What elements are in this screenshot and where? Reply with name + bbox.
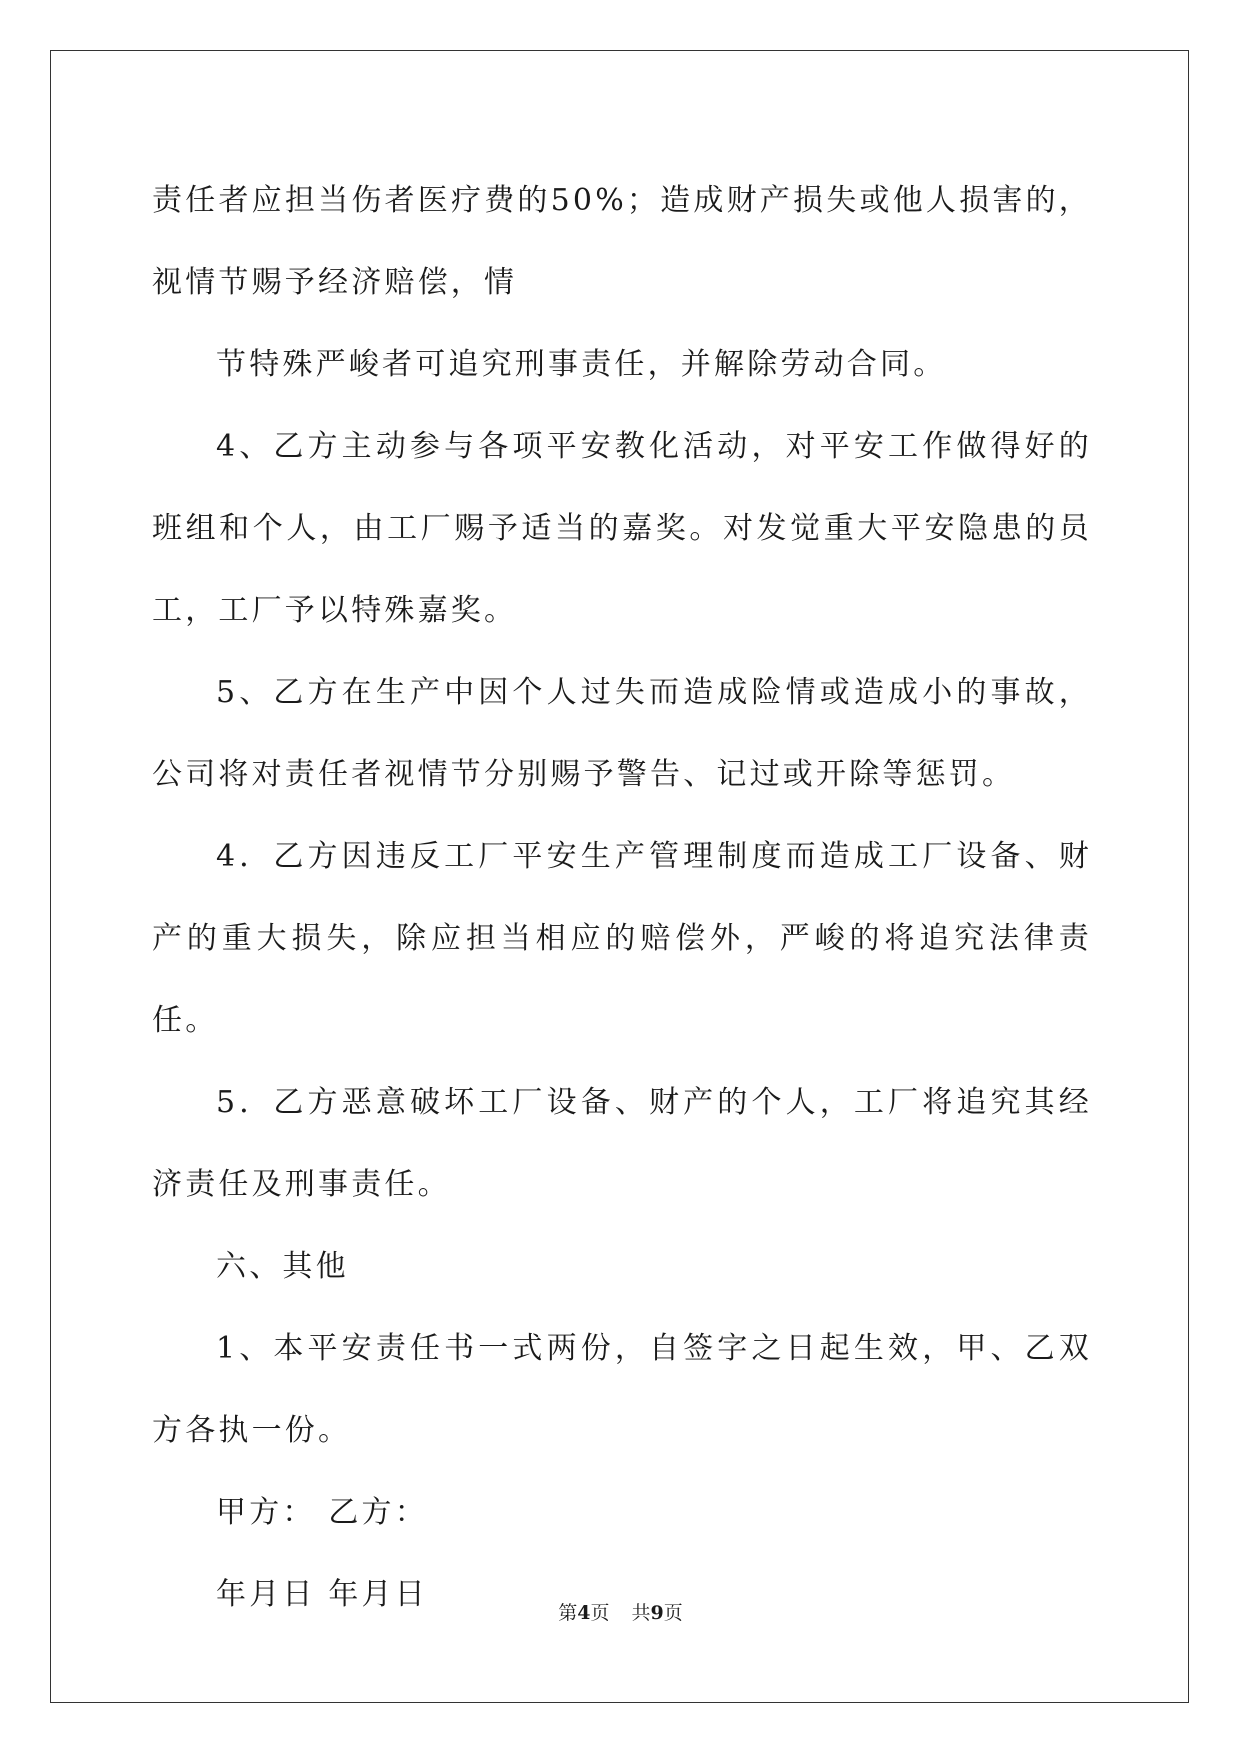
document-body bbox=[152, 160, 1092, 1636]
paragraph-4: 5、乙方在生产中因个人过失而造成险情或造成小的事故，公司将对责任者视情节分别赐予警告、记过或开除等惩罚。 bbox=[152, 675, 1092, 792]
paragraph-3: 4、乙方主动参与各项平安教化活动，对平安工作做得好的班组和个人，由工厂赐予适当的嘉奖。对发觉重大平安隐患的员工，工厂予以特殊嘉奖。 bbox=[152, 429, 1092, 628]
signature-parties: 甲方： 乙方： bbox=[216, 1495, 428, 1530]
footer-total-prefix: 共 bbox=[631, 1602, 651, 1624]
footer-page-suffix: 页 bbox=[590, 1602, 610, 1624]
paragraph-1: 责任者应担当伤者医疗费的50%；造成财产损失或他人损害的，视情节赐予经济赔偿，情 bbox=[152, 183, 1092, 300]
section-heading-other: 六、其他 bbox=[216, 1249, 349, 1284]
paragraph-2: 节特殊严峻者可追究刑事责任，并解除劳动合同。 bbox=[216, 347, 947, 382]
page-footer bbox=[0, 1598, 1241, 1625]
paragraph-5: 4．乙方因违反工厂平安生产管理制度而造成工厂设备、财产的重大损失，除应担当相应的赔偿外，严峻的将追究法律责任。 bbox=[152, 839, 1092, 1038]
footer-prefix: 第 bbox=[558, 1602, 578, 1624]
signature-dates: 年月日 年月日 bbox=[216, 1577, 428, 1612]
footer-total-suffix: 页 bbox=[663, 1602, 683, 1624]
paragraph-7: 1、本平安责任书一式两份，自签字之日起生效，甲、乙双方各执一份。 bbox=[152, 1331, 1092, 1448]
paragraph-6: 5．乙方恶意破坏工厂设备、财产的个人，工厂将追究其经济责任及刑事责任。 bbox=[152, 1085, 1092, 1202]
total-pages-number: 9 bbox=[650, 1602, 664, 1624]
current-page-number: 4 bbox=[577, 1602, 591, 1624]
